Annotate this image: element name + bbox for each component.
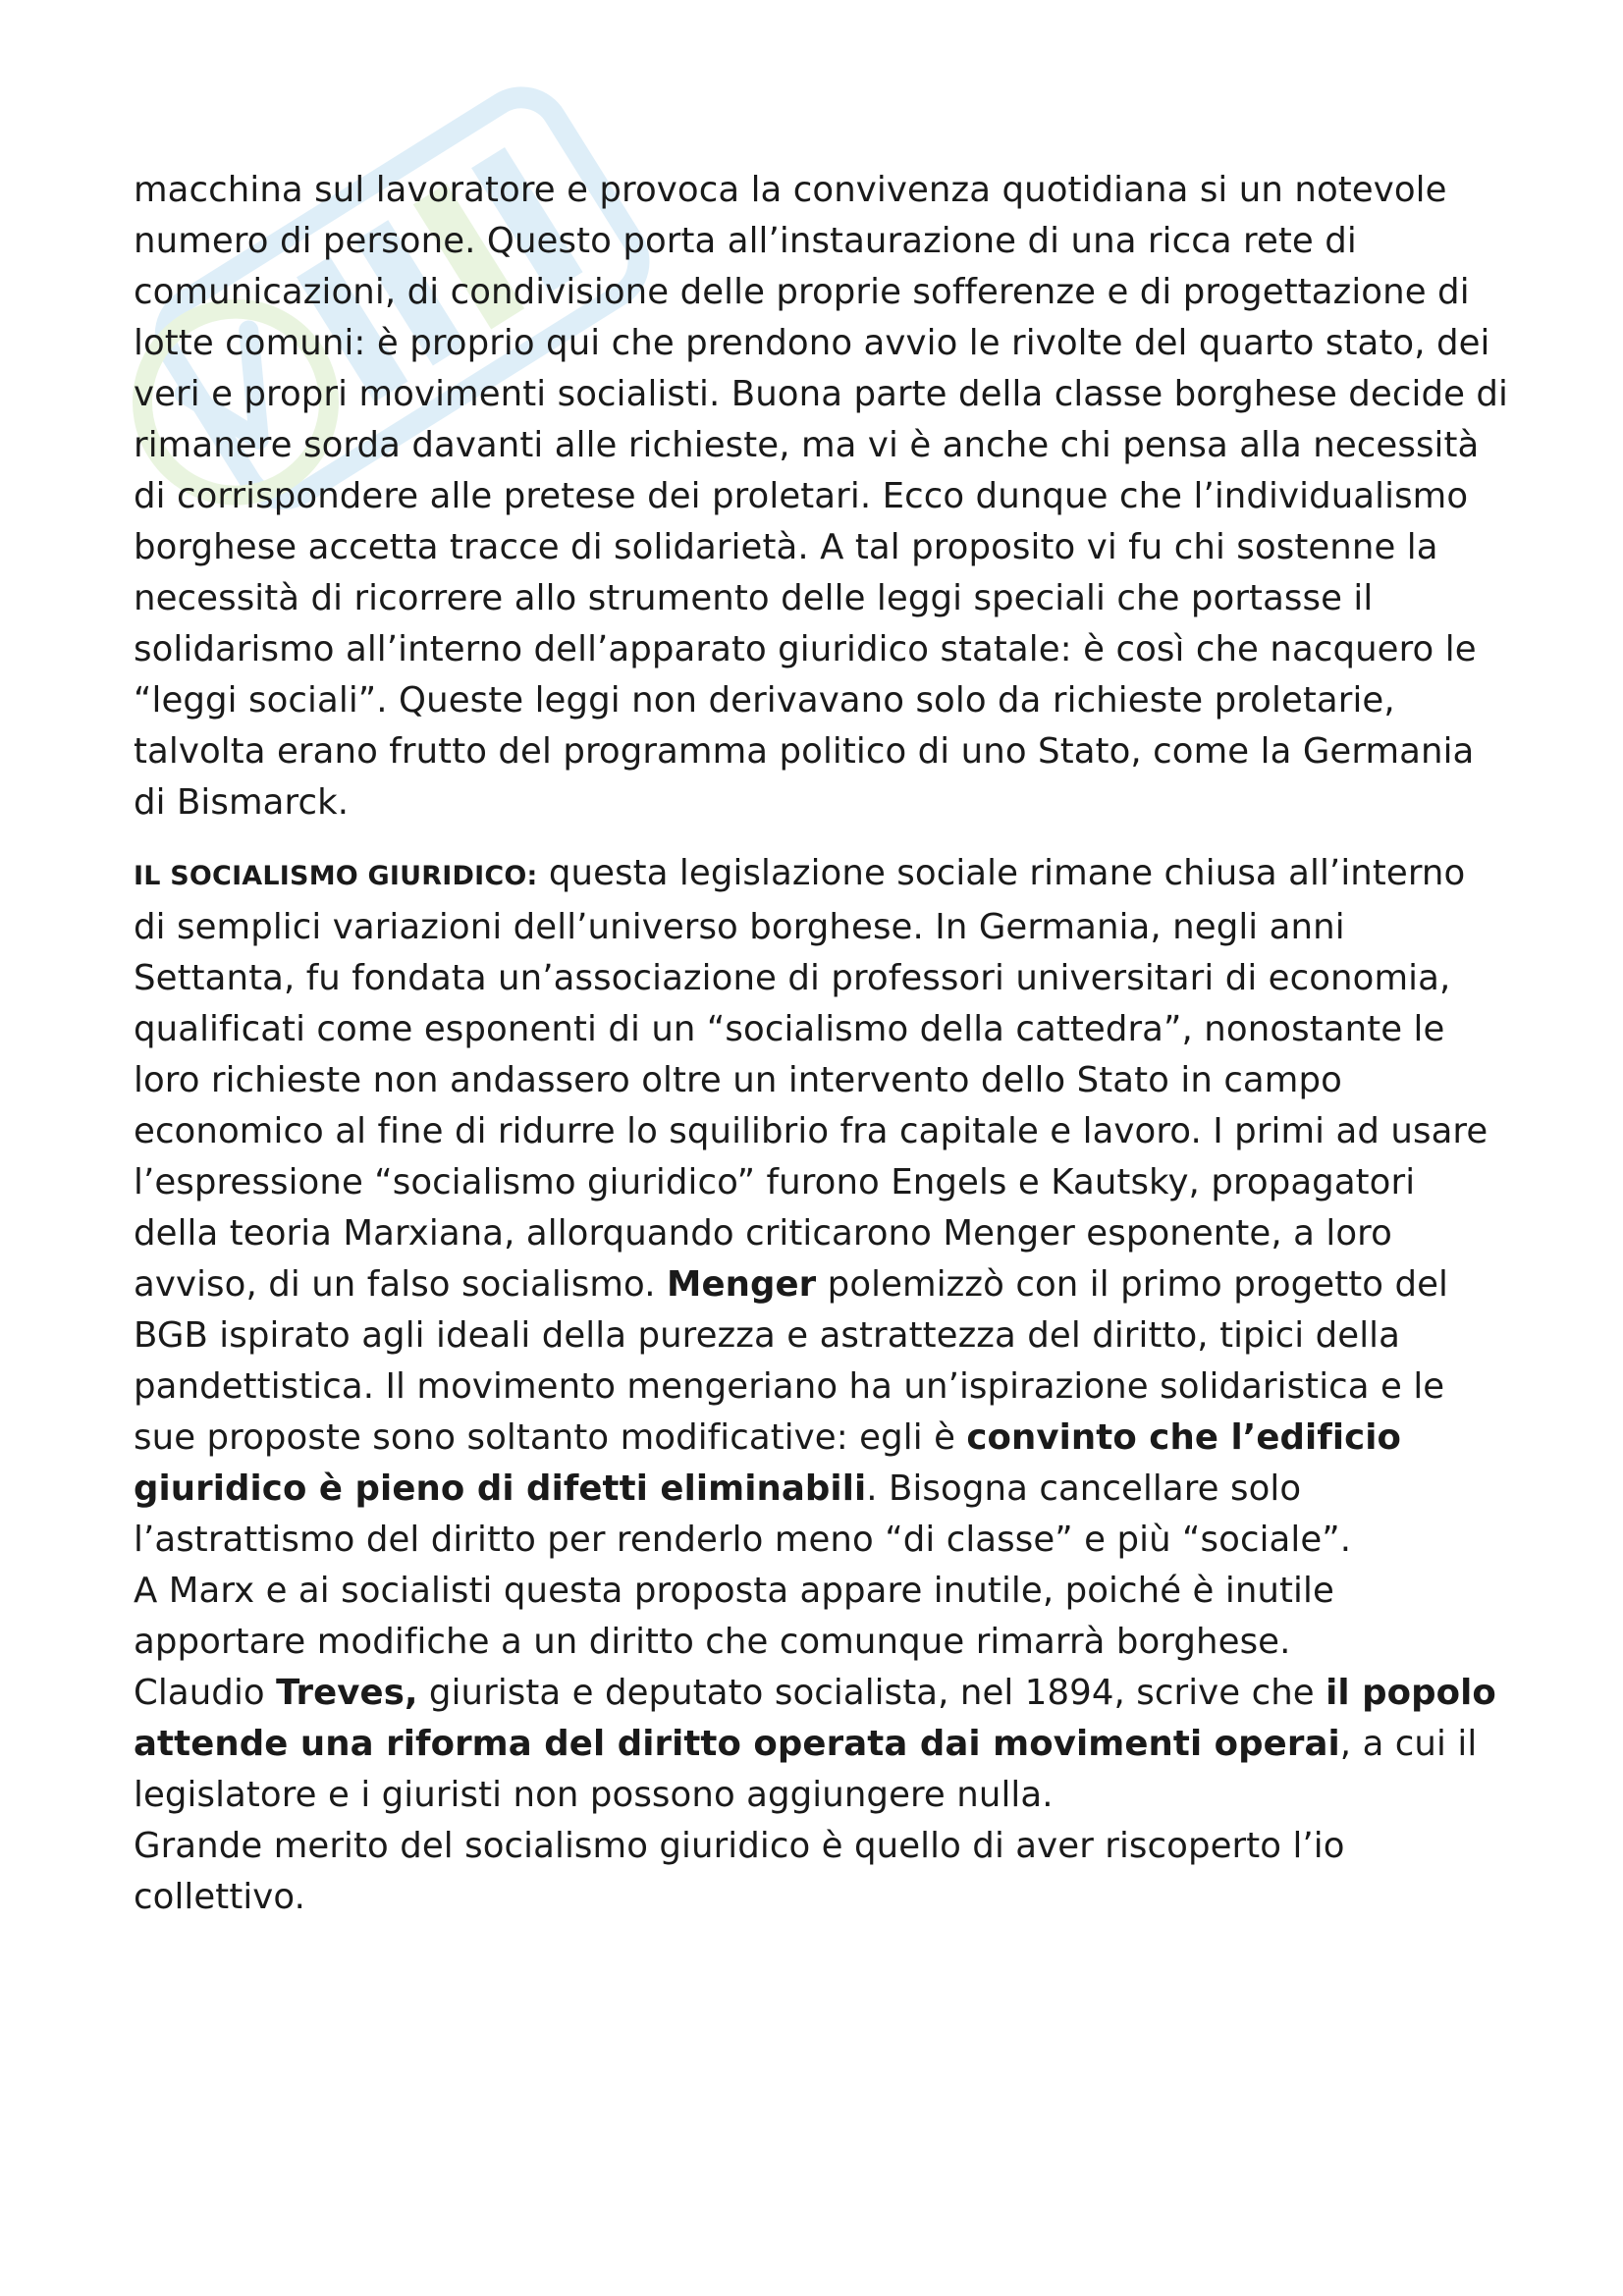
paragraph-text: macchina sul lavoratore e provoca la convivenza quotidiana si un notevole numero di persone. Questo porta all’instaurazione di una ricca rete di comunicazioni, di condivisione delle proprie sofferenze e di progettazione di lotte comuni: è proprio qui che prendono avvio le rivolte del quarto stato, dei veri e propri movimenti socialisti. Buona parte della classe borghese decide di rimanere sorda davanti alle richieste, ma vi è anche chi pensa alla necessità di corrispondere alle pretese dei proletari. Ecco dunque che l’individualismo borghese accetta tracce di solidarietà. A tal proposito vi fu chi sostenne la necessità di ricorrere allo strumento delle leggi speciali che portasse il solidarismo all’interno dell’apparato giuridico statale: è così che nacquero le “leggi sociali”. Queste leggi non derivavano solo da richieste proletarie, talvolta erano frutto del programma politico di uno Stato, come la Germania di Bismarck. [134, 170, 1509, 823]
section-heading: IL SOCIALISMO GIURIDICO: [134, 861, 538, 891]
paragraph-text: Claudio [134, 1673, 277, 1713]
bold-term-treves: Treves, [276, 1673, 418, 1713]
paragraph-text: giurista e deputato socialista, nel 1894, scrive che [417, 1673, 1326, 1713]
paragraph-text: questa legislazione sociale rimane chiusa all’interno di semplici variazioni dell’universo borghese. In Germania, negli anni Settanta, fu fondata un’associazione di professori universitari di economia, qualificati come esponenti di un “socialismo della cattedra”, nonostante le loro richieste non andassero oltre un intervento dello Stato in campo economico al fine di ridurre lo squilibrio fra capitale e lavoro. I primi ad usare l’espressione “socialismo giuridico” furono Engels e Kautsky, propagatori della teoria Marxiana, allorquando criticarono Menger esponente, a loro avviso, di un falso socialismo. [134, 853, 1488, 1305]
bold-phrase-riforma: il popolo attende una riforma del diritto operata dai movimenti operai [134, 1673, 1496, 1764]
bold-phrase-convinto: convinto che l’edificio giuridico è pieno di difetti eliminabili [134, 1417, 1401, 1509]
paragraph-socialismo-giuridico [134, 848, 1508, 1566]
paragraph-leggi-sociali [134, 165, 1508, 828]
paragraph-text: . Bisogna cancellare solo l’astrattismo del diritto per renderlo meno “di classe” e più “sociale”. [134, 1468, 1352, 1560]
paragraph-marx [134, 1566, 1508, 1668]
paragraph-merito [134, 1821, 1508, 1923]
paragraph-gap [134, 828, 1508, 848]
paragraph-text: Grande merito del socialismo giuridico è quello di aver riscoperto l’io collettivo. [134, 1826, 1345, 1917]
paragraph-treves [134, 1668, 1508, 1821]
paragraph-text: , a cui il legislatore e i giuristi non possono aggiungere nulla. [134, 1724, 1478, 1815]
document-body [134, 165, 1508, 1923]
paragraph-text: A Marx e ai socialisti questa proposta appare inutile, poiché è inutile apportare modifiche a un diritto che comunque rimarrà borghese. [134, 1571, 1334, 1662]
bold-term-menger: Menger [667, 1264, 817, 1305]
paragraph-text: polemizzò con il primo progetto del BGB ispirato agli ideali della purezza e astrattezza del diritto, tipici della pandettistica. Il movimento mengeriano ha un’ispirazione solidaristica e le sue proposte sono soltanto modificative: egli è [134, 1264, 1448, 1458]
